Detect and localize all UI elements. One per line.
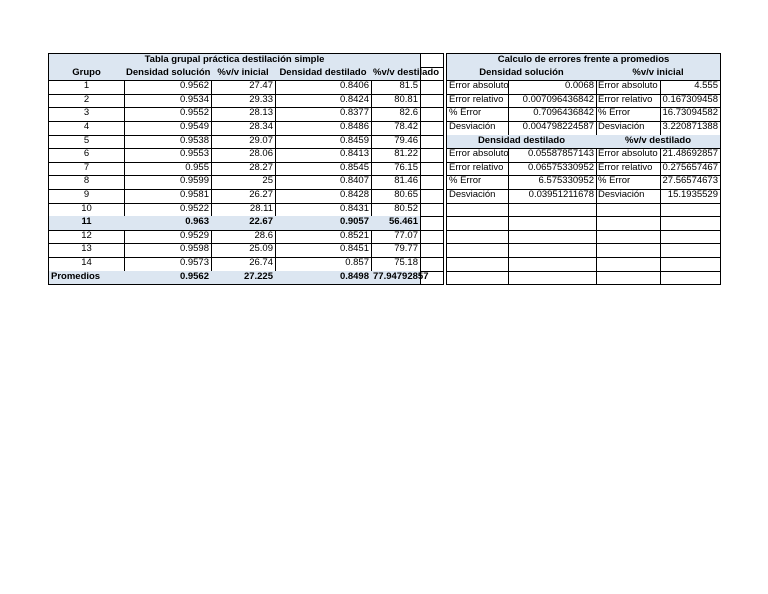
data-cell[interactable]: 75.18	[371, 257, 421, 272]
empty-cell[interactable]	[508, 216, 597, 231]
empty-cell[interactable]	[446, 230, 509, 245]
error-value[interactable]: 0.06575330952	[508, 162, 597, 177]
error-value[interactable]: 0.03951211678	[508, 189, 597, 204]
empty-cell[interactable]	[420, 189, 444, 204]
empty-cell[interactable]	[660, 203, 721, 218]
group-number[interactable]: 10	[48, 203, 125, 218]
group-number[interactable]: 13	[48, 243, 125, 258]
data-cell[interactable]: 0.8407	[275, 175, 372, 190]
data-cell[interactable]: 78.42	[371, 121, 421, 136]
error-value[interactable]: 3.220871388	[660, 121, 721, 136]
group-number[interactable]: 11	[48, 216, 125, 231]
data-cell[interactable]: 29.07	[211, 135, 276, 150]
group-number[interactable]: 3	[48, 107, 125, 122]
averages-label[interactable]: Promedios	[48, 271, 125, 286]
data-cell[interactable]: 80.52	[371, 203, 421, 218]
data-cell[interactable]: 81.22	[371, 148, 421, 163]
empty-cell[interactable]	[420, 80, 444, 95]
error-value[interactable]: 21.48692857	[660, 148, 721, 163]
data-cell[interactable]: 0.9534	[124, 94, 212, 109]
empty-cell[interactable]	[596, 203, 661, 218]
data-cell[interactable]: 0.9599	[124, 175, 212, 190]
empty-cell[interactable]	[446, 243, 509, 258]
column-header[interactable]: %v/v destilado	[371, 67, 421, 82]
data-cell[interactable]: 26.27	[211, 189, 276, 204]
data-cell[interactable]: 22.67	[211, 216, 276, 231]
group-number[interactable]: 4	[48, 121, 125, 136]
average-cell[interactable]: 0.9562	[124, 271, 212, 286]
empty-cell[interactable]	[420, 216, 444, 231]
error-value[interactable]: 0.007096436842	[508, 94, 597, 109]
data-cell[interactable]: 81.5	[371, 80, 421, 95]
error-value[interactable]: 6.575330952	[508, 175, 597, 190]
data-cell[interactable]: 0.9573	[124, 257, 212, 272]
data-cell[interactable]: 0.9581	[124, 189, 212, 204]
data-cell[interactable]: 79.46	[371, 135, 421, 150]
group-number[interactable]: 7	[48, 162, 125, 177]
group-number[interactable]: 5	[48, 135, 125, 150]
data-cell[interactable]: 77.07	[371, 230, 421, 245]
data-cell[interactable]: 0.8451	[275, 243, 372, 258]
data-cell[interactable]: 0.9553	[124, 148, 212, 163]
data-cell[interactable]: 0.8424	[275, 94, 372, 109]
error-value[interactable]: 0.275657467	[660, 162, 721, 177]
section-header[interactable]: %v/v inicial	[596, 67, 721, 82]
empty-cell[interactable]	[420, 175, 444, 190]
data-cell[interactable]: 0.8413	[275, 148, 372, 163]
data-cell[interactable]: 28.13	[211, 107, 276, 122]
empty-cell[interactable]	[660, 271, 721, 286]
error-label[interactable]: Error absoluto	[596, 80, 661, 95]
empty-cell[interactable]	[508, 230, 597, 245]
data-cell[interactable]: 0.955	[124, 162, 212, 177]
data-cell[interactable]: 25	[211, 175, 276, 190]
data-cell[interactable]: 0.8486	[275, 121, 372, 136]
group-number[interactable]: 12	[48, 230, 125, 245]
average-cell[interactable]: 0.8498	[275, 271, 372, 286]
data-cell[interactable]: 25.09	[211, 243, 276, 258]
data-cell[interactable]: 0.9057	[275, 216, 372, 231]
error-value[interactable]: 27.56574673	[660, 175, 721, 190]
average-cell[interactable]: 27.225	[211, 271, 276, 286]
data-cell[interactable]: 27.47	[211, 80, 276, 95]
data-cell[interactable]: 28.27	[211, 162, 276, 177]
group-number[interactable]: 8	[48, 175, 125, 190]
error-value[interactable]: 0.167309458	[660, 94, 721, 109]
left-table-title[interactable]: Tabla grupal práctica destilación simple	[48, 53, 421, 68]
empty-cell[interactable]	[420, 243, 444, 258]
empty-cell[interactable]	[596, 216, 661, 231]
data-cell[interactable]: 0.9549	[124, 121, 212, 136]
error-value[interactable]: 0.0068	[508, 80, 597, 95]
error-value[interactable]: 0.004798224587	[508, 121, 597, 136]
group-number[interactable]: 2	[48, 94, 125, 109]
data-cell[interactable]: 26.74	[211, 257, 276, 272]
data-cell[interactable]: 28.11	[211, 203, 276, 218]
section-header[interactable]: %v/v destilado	[596, 135, 721, 150]
empty-cell[interactable]	[596, 271, 661, 286]
right-table-title[interactable]: Calculo de errores frente a promedios	[446, 53, 721, 68]
group-number[interactable]: 14	[48, 257, 125, 272]
data-cell[interactable]: 0.8521	[275, 230, 372, 245]
data-cell[interactable]: 29.33	[211, 94, 276, 109]
data-cell[interactable]: 0.8406	[275, 80, 372, 95]
empty-cell[interactable]	[420, 257, 444, 272]
data-cell[interactable]: 0.9538	[124, 135, 212, 150]
empty-cell[interactable]	[420, 67, 444, 82]
error-label[interactable]: Desviación	[596, 121, 661, 136]
empty-cell[interactable]	[420, 230, 444, 245]
data-cell[interactable]: 0.8377	[275, 107, 372, 122]
empty-cell[interactable]	[596, 243, 661, 258]
error-label[interactable]: Desviación	[446, 189, 509, 204]
empty-cell[interactable]	[660, 243, 721, 258]
error-label[interactable]: Error relativo	[596, 94, 661, 109]
error-label[interactable]: Desviación	[446, 121, 509, 136]
error-label[interactable]: % Error	[596, 175, 661, 190]
data-cell[interactable]: 81.46	[371, 175, 421, 190]
empty-cell[interactable]	[420, 107, 444, 122]
error-label[interactable]: Error absoluto	[446, 148, 509, 163]
data-cell[interactable]: 0.9522	[124, 203, 212, 218]
column-header[interactable]: %v/v inicial	[211, 67, 276, 82]
section-header[interactable]: Densidad solución	[446, 67, 597, 82]
data-cell[interactable]: 56.461	[371, 216, 421, 231]
empty-cell[interactable]	[420, 162, 444, 177]
empty-cell[interactable]	[420, 271, 444, 286]
error-label[interactable]: Error absoluto	[596, 148, 661, 163]
data-cell[interactable]: 28.6	[211, 230, 276, 245]
data-cell[interactable]: 0.857	[275, 257, 372, 272]
empty-cell[interactable]	[660, 216, 721, 231]
empty-cell[interactable]	[660, 230, 721, 245]
data-cell[interactable]: 76.15	[371, 162, 421, 177]
column-header[interactable]: Densidad destilado	[275, 67, 372, 82]
data-cell[interactable]: 80.81	[371, 94, 421, 109]
data-cell[interactable]: 0.8459	[275, 135, 372, 150]
empty-cell[interactable]	[420, 94, 444, 109]
error-value[interactable]: 0.7096436842	[508, 107, 597, 122]
empty-cell[interactable]	[420, 135, 444, 150]
empty-cell[interactable]	[508, 243, 597, 258]
empty-cell[interactable]	[596, 257, 661, 272]
data-cell[interactable]: 80.65	[371, 189, 421, 204]
empty-cell[interactable]	[508, 271, 597, 286]
group-number[interactable]: 6	[48, 148, 125, 163]
empty-cell[interactable]	[508, 203, 597, 218]
empty-cell[interactable]	[660, 257, 721, 272]
data-cell[interactable]: 28.06	[211, 148, 276, 163]
section-header[interactable]: Densidad destilado	[446, 135, 597, 150]
empty-cell[interactable]	[596, 230, 661, 245]
data-cell[interactable]: 79.77	[371, 243, 421, 258]
empty-cell[interactable]	[420, 148, 444, 163]
error-label[interactable]: Error absoluto	[446, 80, 509, 95]
empty-cell[interactable]	[446, 216, 509, 231]
group-number[interactable]: 1	[48, 80, 125, 95]
error-value[interactable]: 16.73094582	[660, 107, 721, 122]
empty-cell[interactable]	[420, 121, 444, 136]
column-header[interactable]: Grupo	[48, 67, 125, 82]
column-header[interactable]: Densidad solución	[124, 67, 212, 82]
data-cell[interactable]: 0.8428	[275, 189, 372, 204]
error-value[interactable]: 4.555	[660, 80, 721, 95]
error-label[interactable]: % Error	[446, 107, 509, 122]
group-number[interactable]: 9	[48, 189, 125, 204]
data-cell[interactable]: 82.6	[371, 107, 421, 122]
error-label[interactable]: % Error	[446, 175, 509, 190]
empty-cell[interactable]	[420, 53, 444, 68]
data-cell[interactable]: 0.9529	[124, 230, 212, 245]
data-cell[interactable]: 0.9552	[124, 107, 212, 122]
data-cell[interactable]: 0.8545	[275, 162, 372, 177]
empty-cell[interactable]	[508, 257, 597, 272]
data-cell[interactable]: 28.34	[211, 121, 276, 136]
error-label[interactable]: Error relativo	[596, 162, 661, 177]
data-cell[interactable]: 0.963	[124, 216, 212, 231]
empty-cell[interactable]	[446, 203, 509, 218]
error-value[interactable]: 15.1935529	[660, 189, 721, 204]
empty-cell[interactable]	[446, 257, 509, 272]
average-cell[interactable]: 77.94792857	[371, 271, 421, 286]
error-label[interactable]: Desviación	[596, 189, 661, 204]
error-label[interactable]: % Error	[596, 107, 661, 122]
data-cell[interactable]: 0.9562	[124, 80, 212, 95]
error-label[interactable]: Error relativo	[446, 162, 509, 177]
data-cell[interactable]: 0.9598	[124, 243, 212, 258]
data-cell[interactable]: 0.8431	[275, 203, 372, 218]
error-label[interactable]: Error relativo	[446, 94, 509, 109]
empty-cell[interactable]	[446, 271, 509, 286]
empty-cell[interactable]	[420, 203, 444, 218]
error-value[interactable]: 0.05587857143	[508, 148, 597, 163]
